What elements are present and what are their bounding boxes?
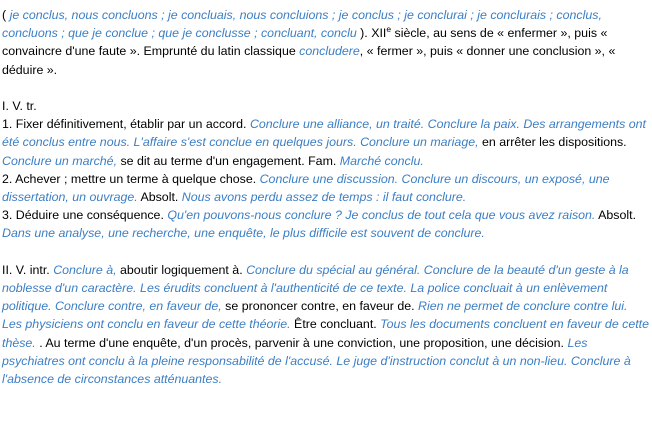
example: Conclure un marché,	[2, 153, 118, 168]
etymology-text: siècle, au sens de « enfermer », puis « convaincre d'une faute ». Emprunté du latin classique	[2, 26, 608, 59]
sense-text: Absolt.	[137, 190, 182, 205]
example: Tous les documents concluent en faveur de cette thèse.	[2, 317, 650, 350]
example: Conclure à,	[53, 262, 117, 277]
sense-text: 2. Achever ; mettre un terme à quelque chose.	[2, 171, 260, 186]
sense-text: se dit au terme d'un engagement. Fam.	[117, 153, 340, 168]
etymology-text: ). XII	[356, 26, 387, 41]
example: Conclure une alliance, un traité. Conclure la paix. Des arrangements ont été conclus entre nous. L'affaire s'est conclue en quelques jours. Conclure un mariage,	[2, 117, 646, 150]
sense-text: Absolt.	[595, 208, 637, 223]
sense-text: Être concluant.	[290, 317, 381, 332]
sense-text: 3. Déduire une conséquence.	[2, 208, 168, 223]
example: Conclure une discussion. Conclure un discours, un exposé, une dissertation, un ouvrage.	[2, 171, 610, 205]
etymology-text: , « fermer », puis « donner une conclusion », « déduire ».	[2, 44, 616, 77]
section-intransitive	[2, 261, 650, 388]
century-superscript: e	[386, 24, 392, 35]
section-heading-transitive: I. V. tr.	[2, 99, 37, 113]
etymology-paragraph	[2, 6, 650, 79]
example: Conclure du spécial au général. Conclure de la beauté d'un geste à la noblesse d'un caractère. Les érudits concluent à l'authenticité de ce texte. La police concluait à un enlèvement politique. Conclure contre, en faveur de,	[2, 262, 629, 314]
section-heading-intransitive: II. V. intr.	[2, 262, 54, 277]
sense-1	[2, 115, 650, 170]
latin-word: concludere	[299, 44, 360, 59]
example: Qu'en pouvons-nous conclure ? Je conclus de tout cela que vous avez raison.	[167, 208, 596, 223]
sense-text: se prononcer contre, en faveur de.	[221, 299, 419, 314]
sense-text: . Au terme d'une enquête, d'un procès, parvenir à une conviction, une proposition, une décision.	[35, 335, 568, 350]
example: Marché conclu.	[339, 153, 424, 168]
sense-text: 1. Fixer définitivement, établir par un accord.	[2, 117, 250, 132]
sense-text: en arrêter les dispositions.	[478, 135, 627, 150]
sense-2	[2, 170, 650, 206]
etymology-open: (	[2, 8, 10, 22]
example: Rien ne permet de conclure contre lui. Les physiciens ont conclu en faveur de cette théorie.	[2, 299, 628, 332]
conjugation-forms: je conclus, nous concluons ; je concluais, nous concluions ; je conclus ; je conclurai ; je conclurais ; conclus, concluons ; que je conclue ; que je conclusse ; concluant, conclu	[2, 8, 602, 41]
example: Nous avons perdu assez de temps : il faut conclure.	[181, 190, 467, 205]
example: Dans une analyse, une recherche, une enquête, le plus difficile est souvent de conclure.	[2, 226, 485, 241]
example: Les psychiatres ont conclu à la pleine responsabilité de l'accusé. Le juge d'instruction conclut à un non-lieu. Conclure à l'absence de circonstances atténuantes.	[2, 335, 631, 387]
sense-3	[2, 206, 650, 242]
sense-text: aboutir logiquement à.	[116, 262, 247, 277]
